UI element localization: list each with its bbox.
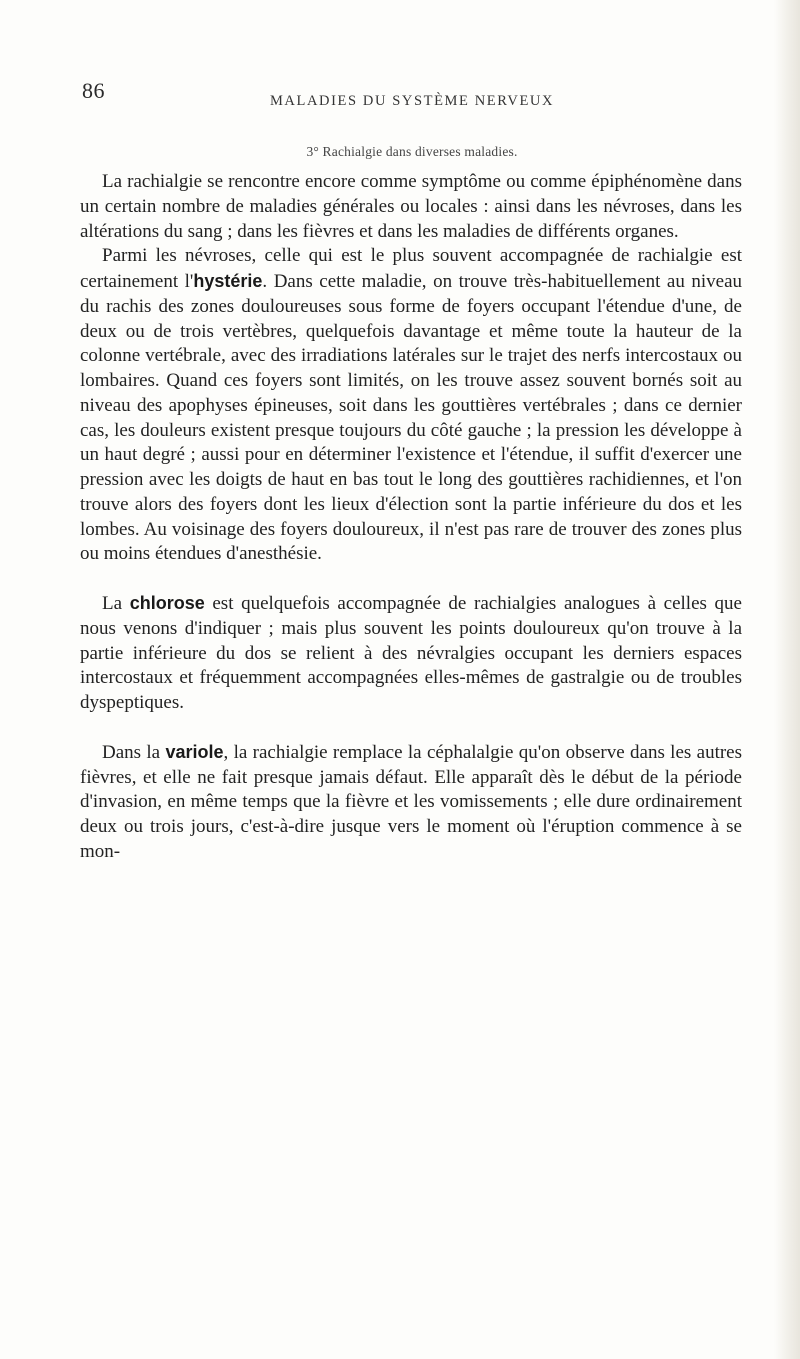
page-number: 86 — [82, 78, 105, 103]
paragraph-text: La — [102, 593, 130, 614]
section-heading: 3° Rachialgie dans diverses maladies. — [306, 144, 518, 159]
paragraph-text: Dans la — [102, 741, 166, 763]
page-edge-shadow — [774, 0, 800, 1359]
body-text — [80, 170, 742, 865]
term-hysteria: hystérie — [193, 271, 263, 291]
paragraph-intro — [80, 170, 742, 244]
paragraph-hysteria — [80, 244, 742, 567]
running-header — [82, 78, 742, 112]
term-smallpox: variole — [165, 741, 224, 762]
running-title: MALADIES DU SYSTÈME NERVEUX — [269, 93, 555, 109]
paragraph-text: est quelquefois accompagnée de rachialgies analogues à celles que nous venons d'indiquer ; mais plus souvent les points douloureux qu'on trouve à la partie inférieure du dos se relient à des névralgies occupant les derniers espaces intercostaux et fréquemment accompagnées elles-mêmes de gastralgie ou de troubles dyspeptiques. — [80, 593, 742, 713]
paragraph-text: , la rachialgie remplace la céphalalgie qu'on observe dans les autres fièvres, et elle ne fait presque jamais défaut. Elle apparaît dès le début de la période d'invasion, en même temps que la fièvre et les vomissements ; elle dure ordinairement deux ou trois jours, c'est-à-dire jusque vers le moment où l'éruption commence à se mon- — [80, 741, 743, 862]
paragraph-text: La rachialgie se rencontre encore comme symptôme ou comme épiphénomène dans un certain nombre de maladies générales ou locales : ainsi dans les névroses, dans les altérations du sang ; dans les fièvres et dans les maladies de différents organes. — [80, 171, 742, 242]
term-chlorosis: chlorose — [129, 593, 205, 613]
paragraph-chlorosis — [80, 591, 742, 716]
paragraph-smallpox — [80, 740, 742, 865]
paragraph-text: Parmi les névroses, celle qui est le plus souvent accompagnée de rachialgie est certainement l' — [80, 245, 742, 292]
paragraph-text: . Dans cette maladie, on trouve très-habituellement au niveau du rachis des zones douloureuses sous forme de foyers occupant l'étendue d'une, de deux ou de trois vertèbres, quelquefois davantage et même toute la hauteur de la colonne vertébrale, avec des irradiations latérales sur le trajet des nerfs intercostaux ou lombaires. Quand ces foyers sont limités, on les trouve assez souvent bornés soit au niveau des apophyses épineuses, soit dans les gouttières vertébrales ; dans ce dernier cas, les douleurs existent presque toujours du côté gauche ; la pression les développe à un haut degré ; aussi pour en déterminer l'existence et l'étendue, il suffit d'exercer une pression avec les doigts de haut en bas tout le long des gouttières rachidiennes, et l'on trouve alors des foyers dont les lieux d'élection sont la partie inférieure du dos et les lombes. Au voisinage des foyers douloureux, il n'est pas rare de trouver des zones plus ou moins étendues d'anesthésie. — [80, 271, 743, 565]
